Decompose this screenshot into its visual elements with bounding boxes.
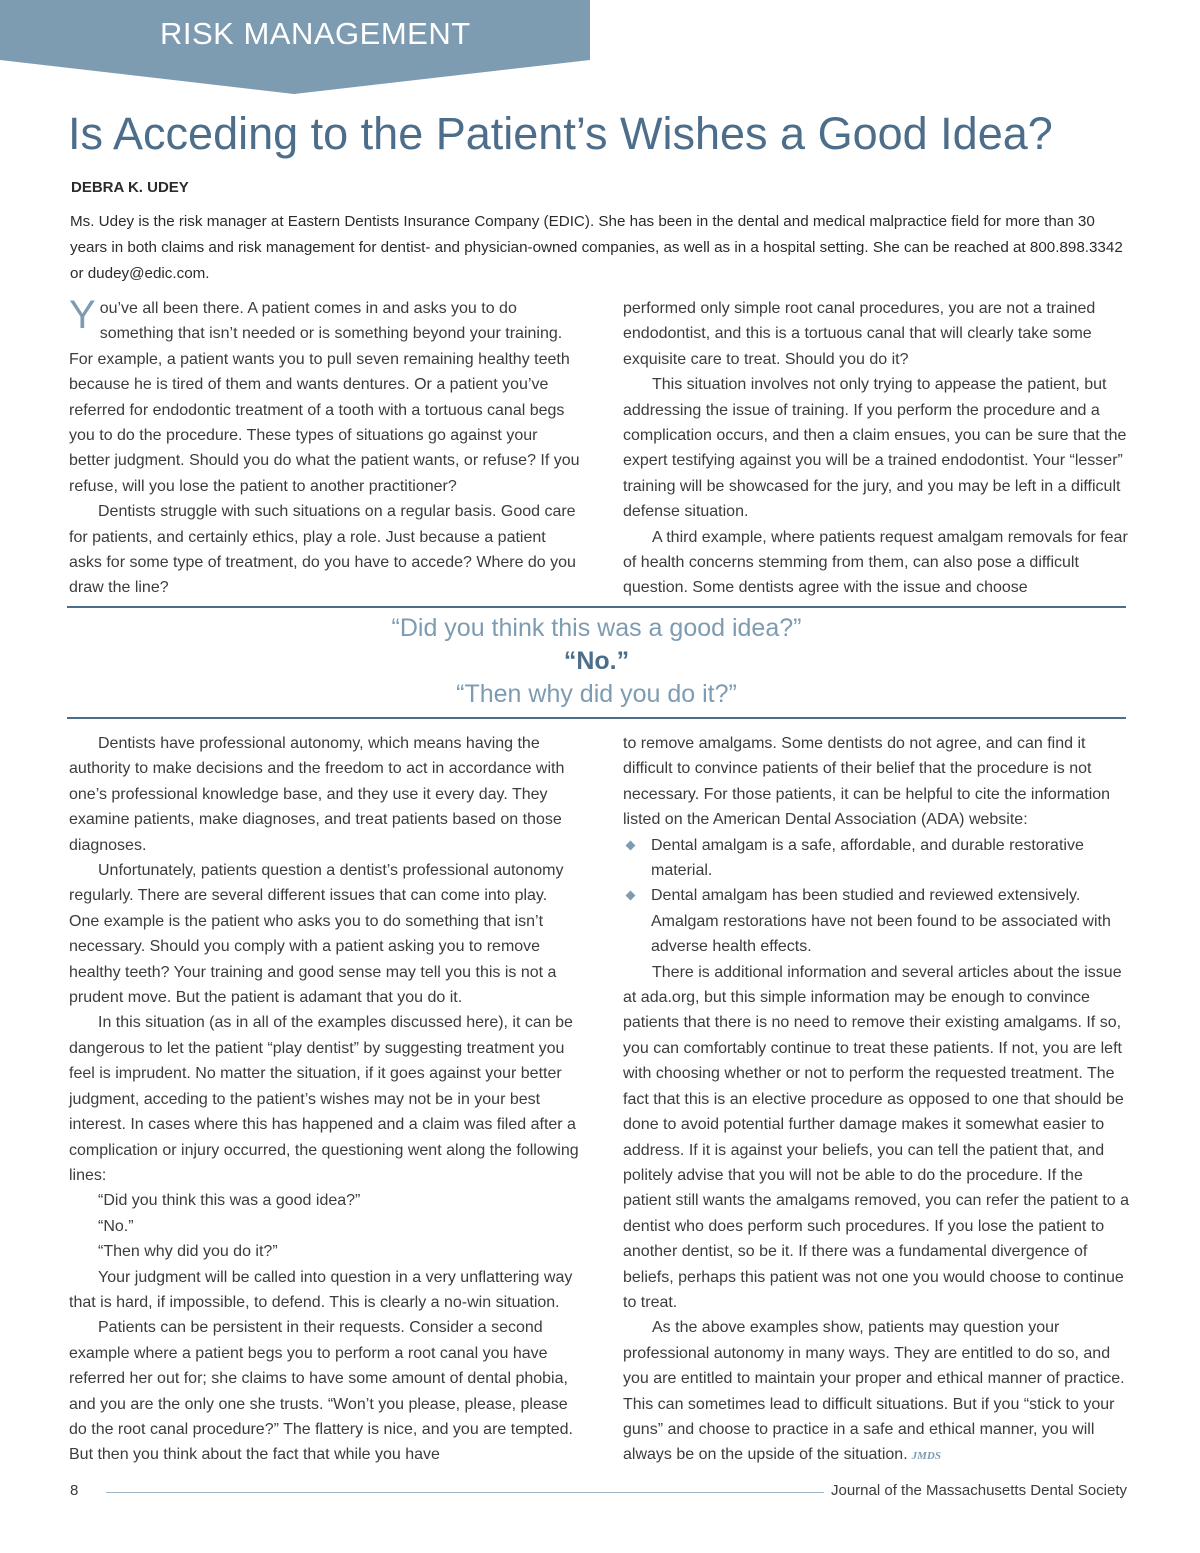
column-upper-left — [69, 293, 581, 601]
paragraph: A third example, where patients request amalgam removals for fear of health concerns stemming from them, can also pose a difficult question. Some dentists agree with the issue and choose — [623, 528, 1128, 597]
pull-quote-rule-top — [67, 606, 1126, 608]
paragraph: This situation involves not only trying to appease the patient, but addressing the issue of training. If you perform the procedure and a complication occurs, and then a claim ensues, you can be sure that the expert testifying against you will be a trained endodontist. Your “lesser” training will be showcased for the jury, and you may be left in a difficult defense situation. — [623, 376, 1127, 521]
paragraph: Unfortunately, patients question a dentist’s professional autonomy regularly. There are several different issues that can come into play. One example is the patient who asks you to do something that isn’t necessary. Should you comply with a patient asking you to remove healthy teeth? Your training and good sense may tell you this is not a prudent move. But the patient is adamant that you do it. — [69, 862, 564, 1007]
pull-quote-line: “Then why did you do it?” — [456, 680, 737, 708]
bullet-item: Dental amalgam has been studied and reviewed extensively. Amalgam restorations have not been found to be associated with adverse health effects. — [623, 883, 1135, 959]
column-upper-right — [623, 296, 1135, 601]
bullet-item: Dental amalgam is a safe, affordable, and durable restorative material. — [623, 833, 1135, 884]
section-label: RISK MANAGEMENT — [160, 16, 471, 51]
closing-paragraph: As the above examples show, patients may question your professional autonomy in many ways. They are entitled to do so, and you are entitled to maintain your proper and ethical manner of practice. This can sometimes lead to difficult situations. But if you “stick to your guns” and choose to practice in a safe and ethical manner, you will always be on the upside of the situation. JMDS — [623, 1319, 1125, 1464]
paragraph: In this situation (as in all of the examples discussed here), it can be dangerous to let the patient “play dentist” by suggesting treatment you feel is imprudent. No matter the situation, if it goes against your better judgment, acceding to the patient’s wishes may not be in your best interest. In cases where this has happened and a claim was filed after a complication or injury occurred, the questioning went along the following lines: — [69, 1014, 579, 1184]
paragraph: Patients can be persistent in their requests. Consider a second example where a patient begs you to perform a root canal you have referred her out for; she claims to have some amount of dental phobia, and you are the only one she trusts. “Won’t you please, please, please do the root canal procedure?” The flattery is nice, and you are tempted. But then you think about the fact that while you have — [69, 1319, 573, 1464]
pull-quote-line: “Did you think this was a good idea?” — [391, 614, 802, 642]
page-number: 8 — [70, 1482, 79, 1499]
paragraph: to remove amalgams. Some dentists do not agree, and can find it difficult to convince patients of their belief that the procedure is not necessary. For those patients, it can be helpful to cite the information listed on the American Dental Association (ADA) website: — [623, 735, 1111, 829]
footer-rule — [106, 1492, 824, 1493]
paragraph: There is additional information and several articles about the issue at ada.org, but this simple information may be enough to convince patients that there is no need to remove their existing amalgams. If so, you can comfortably continue to treat these patients. If not, you are left with choosing whether or not to perform the requested treatment. The fact that this is an elective procedure as opposed to one that should be done to avoid potential further damage makes it somewhat easier to address. If it is against your beliefs, you can tell the patient that, and politely advise that you will not be able to do the procedure. If the patient still wants the amalgams removed, you can refer the patient to a dentist who does perform such procedures. If you lose the patient to another dentist, so be it. If there was a fundamental divergence of beliefs, perhaps this patient was not one you would choose to continue to treat. — [623, 963, 1130, 1311]
paragraph: Your judgment will be called into question in a very unflattering way that is hard, if impossible, to defend. This is clearly a no-win situation. — [69, 1268, 573, 1311]
end-mark: JMDS — [911, 1450, 941, 1463]
drop-cap: Y — [69, 293, 96, 337]
pull-quote-rule-bottom — [67, 717, 1126, 719]
dialogue-line: “No.” — [98, 1217, 134, 1235]
dialogue-line: “Did you think this was a good idea?” — [98, 1192, 361, 1210]
article-title: Is Acceding to the Patient’s Wishes a Good Idea? — [68, 108, 1053, 159]
column-lower-right — [623, 731, 1135, 1470]
dialogue-line: “Then why did you do it?” — [98, 1243, 278, 1261]
paragraph: performed only simple root canal procedures, you are not a trained endodontist, and this is a tortuous canal that will clearly take some exquisite care to treat. Should you do it? — [623, 300, 1096, 368]
intro-paragraph: You’ve all been there. A patient comes in and asks you to do something that isn’t needed or is something beyond your training. For example, a patient wants you to pull seven remaining healthy teeth because he is tired of them and wants dentures. Or a patient you’ve referred for endodontic treatment of a tooth with a tortuous canal begs you to do the procedure. These types of situations go against your better judgment. Should you do what the patient wants, or refuse? If you refuse, will you lose the patient to another practitioner? — [69, 293, 580, 495]
paragraph: Dentists struggle with such situations on a regular basis. Good care for patients, and certainly ethics, play a role. Just because a patient asks for some type of treatment, do you have to accede? Where do you draw the line? — [69, 503, 576, 597]
pull-quote-line-emphasis: “No.” — [563, 647, 630, 675]
journal-name: Journal of the Massachusetts Dental Society — [831, 1482, 1127, 1499]
author-bio: Ms. Udey is the risk manager at Eastern Dentists Insurance Company (EDIC). She has been in the dental and medical malpractice field for more than 30 years in both claims and risk management for dentist- and physician-owned companies, as well as in a hospital setting. She can be reached at 800.898.3342 or dudey@edic.com. — [70, 213, 1123, 282]
author-name: DEBRA K. UDEY — [71, 179, 189, 196]
ada-bullet-list — [623, 833, 1135, 960]
pull-quote — [67, 612, 1126, 711]
column-lower-left — [69, 731, 581, 1468]
paragraph: Dentists have professional autonomy, which means having the authority to make decisions and the freedom to act in accordance with one’s professional knowledge base, and they use it every day. They examine patients, make diagnoses, and treat patients based on those diagnoses. — [69, 735, 565, 854]
